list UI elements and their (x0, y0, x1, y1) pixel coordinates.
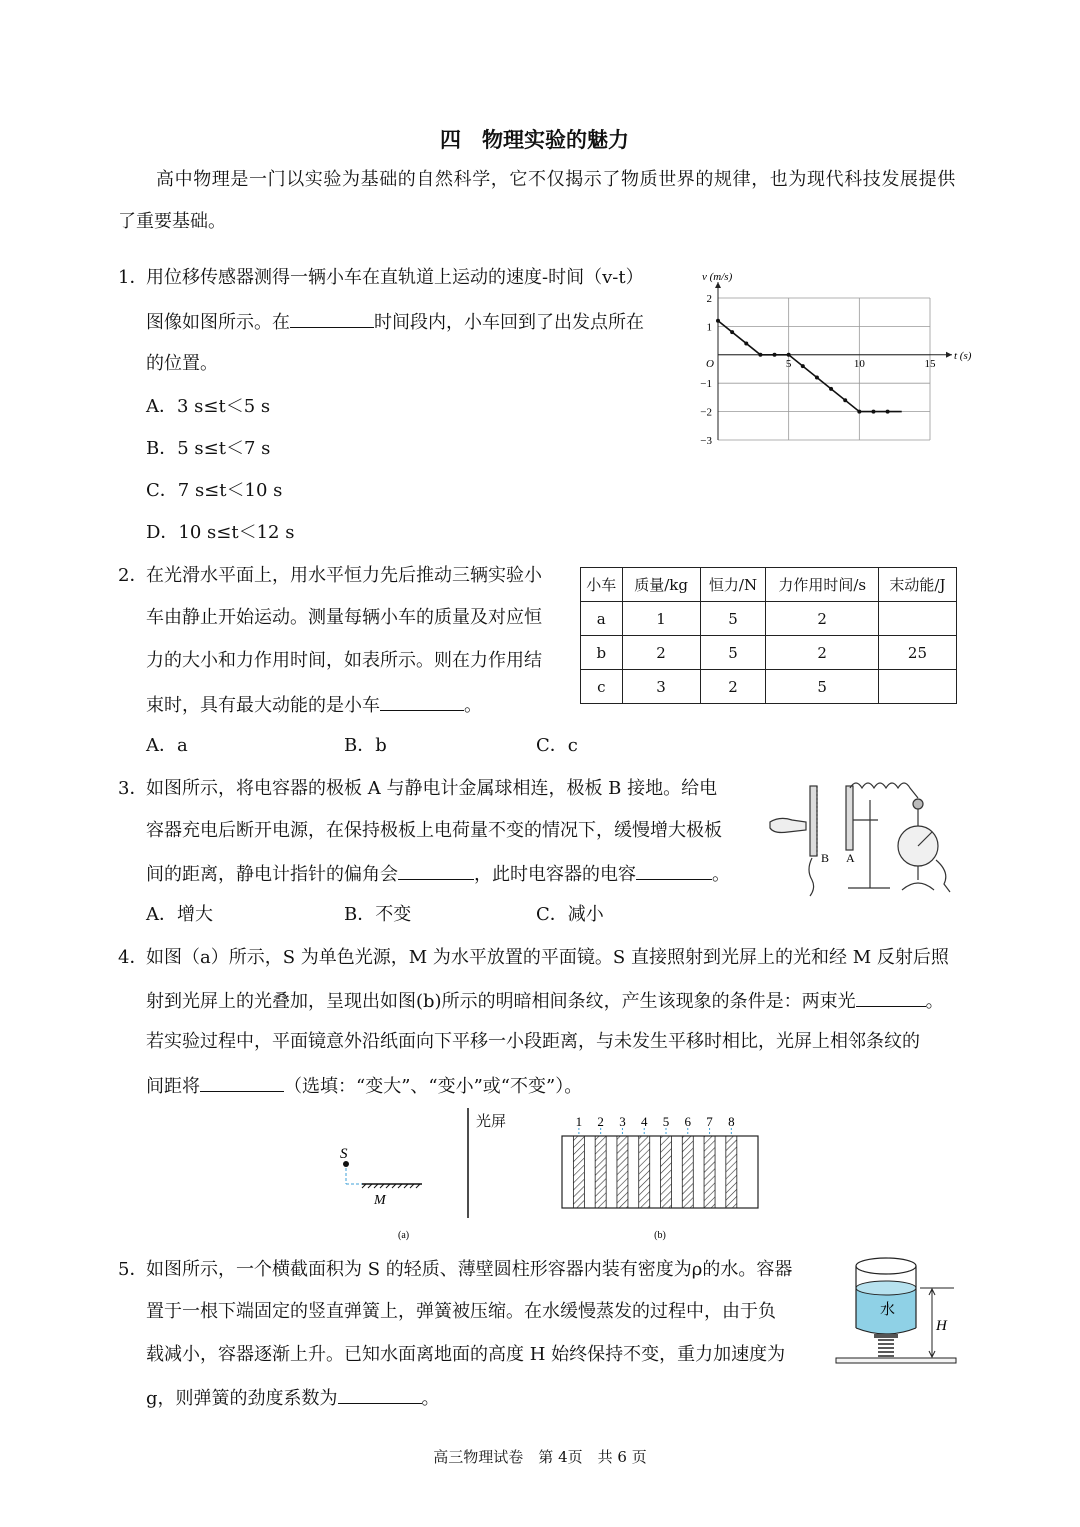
table-cell: 5 (700, 602, 766, 636)
section-title: 四 物理实验的魅力 (440, 128, 629, 152)
chart-x-label: t (s) (954, 349, 972, 362)
chart-data-point (886, 410, 890, 414)
page-footer: 高三物理试卷 第 4页 共 6 页 (433, 1448, 647, 1466)
q4-line-4b: （选填：“变大”、“变小”或“不变”）。 (284, 1076, 583, 1097)
q1-line-3: 的位置。 (146, 353, 218, 374)
q5-line-4b: 。 (421, 1388, 440, 1409)
fringe-bands (573, 1114, 736, 1208)
fringe-number: 1 (575, 1114, 583, 1129)
table-header-cell: 小车 (581, 568, 623, 602)
chart-data-point (871, 410, 875, 414)
plate-b (810, 786, 817, 856)
q2-option-c: C．c (536, 735, 578, 756)
label-s: S (340, 1146, 348, 1162)
q2-option-a: A．a (146, 735, 188, 756)
chart-x-tick: 10 (853, 357, 865, 370)
fringe-number: 5 (662, 1114, 670, 1129)
chart-y-label: v (m/s) (702, 271, 733, 283)
table-cell: 2 (766, 602, 878, 636)
chart-y-tick: 2 (706, 293, 712, 305)
q3-number: 3． (118, 778, 148, 799)
chart-x-tick: 5 (785, 357, 792, 370)
chart-data-point (815, 376, 819, 380)
capacitor-figure (766, 780, 966, 905)
table-cell: 3 (622, 670, 700, 704)
dark-fringe (661, 1136, 672, 1208)
hand-icon (770, 818, 806, 832)
vt-axes (700, 282, 952, 447)
q5-line-4 (146, 1385, 440, 1411)
q4-answer-blank-1[interactable] (856, 988, 926, 1007)
chart-data-point (843, 398, 847, 402)
q3-line-3a: 间的距离，静电计指针的偏角会 (146, 864, 398, 885)
q3-option-c: C．减小 (536, 904, 604, 925)
dark-fringe (726, 1136, 737, 1208)
chart-data-point (773, 353, 777, 357)
q4-line-3: 若实验过程中，平面镜意外沿纸面向下平移一小段距离，与未发生平移时相比，光屏上相邻条纹的 (146, 1031, 920, 1052)
table-cell: 5 (766, 670, 878, 704)
table-cell: 2 (766, 636, 878, 670)
vt-grid (718, 298, 930, 440)
x-axis-arrow-icon (946, 352, 952, 358)
vt-series (716, 319, 902, 414)
q5-line-2: 置于一根下端固定的竖直弹簧上，弹簧被压缩。在水缓慢蒸发的过程中，由于负 (146, 1301, 776, 1322)
fringe-number: 8 (728, 1114, 735, 1129)
q5-line-4a: g，则弹簧的劲度系数为 (146, 1388, 338, 1409)
q2-number: 2． (118, 565, 148, 586)
metal-ball (913, 799, 923, 809)
q2-line-4b: 。 (464, 695, 482, 716)
fringe-figure (556, 1108, 766, 1243)
table-cell: a (581, 602, 623, 636)
table-cell (878, 602, 956, 636)
chart-x-tick: 15 (924, 357, 936, 370)
table-row (581, 670, 957, 704)
q3-option-b: B．不变 (344, 904, 412, 925)
chart-y-tick: −1 (700, 378, 712, 391)
q4-number: 4． (118, 947, 148, 968)
q4-line-1: 如图（a）所示，S 为单色光源，M 为水平放置的平面镜。S 直接照射到光屏上的光和经 M 反射后照 (146, 947, 949, 968)
table-row (581, 636, 957, 670)
q3-answer-blank-1[interactable] (398, 861, 474, 880)
table-cell: b (581, 636, 623, 670)
q5-answer-blank[interactable] (338, 1385, 422, 1404)
dark-fringe (639, 1136, 650, 1208)
label-m: M (374, 1193, 386, 1208)
fringe-number: 7 (706, 1114, 713, 1129)
chart-data-point (758, 353, 762, 357)
fringe-number: 6 (684, 1114, 692, 1129)
intro-line-2: 了重要基础。 (118, 211, 226, 232)
q3-line-1: 如图所示，将电容器的极板 A 与静电计金属球相连，极板 B 接地。给电 (146, 778, 718, 799)
q5-number: 5． (118, 1259, 148, 1280)
vt-chart (690, 268, 980, 453)
q2-line-4 (146, 692, 482, 718)
fringe-number: 4 (640, 1114, 648, 1129)
intro-line-1: 高中物理是一门以实验为基础的自然科学，它不仅揭示了物质世界的规律，也为现代科技发展提供 (156, 169, 956, 190)
spring-container-figure (834, 1252, 974, 1370)
chart-origin-label: O (706, 357, 714, 370)
label-b: B (821, 851, 830, 865)
dark-fringe (573, 1136, 584, 1208)
q1-option-b: B．5 s≤t＜7 s (146, 438, 271, 459)
connecting-wire (850, 783, 918, 798)
table-cell: 25 (878, 636, 956, 670)
q4-answer-blank-2[interactable] (200, 1073, 284, 1092)
table-cell: 2 (700, 670, 766, 704)
table-cell: c (581, 670, 623, 704)
q3-line-3 (146, 861, 730, 887)
chart-data-point (730, 330, 734, 334)
table-header-cell: 末动能/J (878, 568, 956, 602)
q1-option-d: D．10 s≤t＜12 s (146, 522, 295, 543)
spring (878, 1340, 894, 1356)
q3-answer-blank-2[interactable] (636, 861, 712, 880)
q5-line-3: 载减小，容器逐渐上升。已知水面离地面的高度 H 始终保持不变，重力加速度为 (146, 1344, 786, 1365)
q4-line-4a: 间距将 (146, 1076, 200, 1097)
q2-answer-blank[interactable] (380, 692, 464, 711)
table-header-cell: 力作用时间/s (766, 568, 878, 602)
caption-b: (b) (654, 1230, 666, 1241)
dark-fringe (617, 1136, 628, 1208)
water-label: 水 (880, 1302, 896, 1318)
table-header-cell: 质量/kg (622, 568, 700, 602)
dark-fringe (704, 1136, 715, 1208)
q2-line-4a: 束时，具有最大动能的是小车 (146, 695, 380, 716)
q3-option-a: A．增大 (146, 904, 213, 925)
q1-line-2 (146, 309, 644, 335)
table-cell: 1 (622, 602, 700, 636)
q1-option-c: C．7 s≤t＜10 s (146, 480, 283, 501)
table-header-row (581, 568, 957, 602)
q4-line-4 (146, 1073, 582, 1099)
fringe-number: 3 (619, 1114, 626, 1129)
chart-y-tick: −2 (700, 406, 712, 419)
q1-option-a: A．3 s≤t＜5 s (146, 396, 271, 417)
fringe-number: 2 (597, 1114, 604, 1129)
chart-y-tick: 1 (706, 321, 712, 334)
dark-fringe (595, 1136, 606, 1208)
table-cell: 5 (700, 636, 766, 670)
q4-line-2 (146, 988, 944, 1014)
chart-data-point (801, 364, 805, 368)
q1-line-1: 用位移传感器测得一辆小车在直轨道上运动的速度-时间（v-t） (146, 267, 644, 288)
chart-y-tick: −3 (700, 435, 712, 447)
q2-line-1: 在光滑水平面上，用水平恒力先后推动三辆实验小 (146, 565, 542, 586)
table-header-cell: 恒力/N (700, 568, 766, 602)
chart-data-point (857, 410, 861, 414)
q2-option-b: B．b (344, 735, 387, 756)
q5-line-1: 如图所示，一个横截面积为 S 的轻质、薄壁圆柱形容器内装有密度为ρ的水。容器 (146, 1259, 793, 1280)
ground (836, 1358, 956, 1363)
q2-line-3: 力的大小和力作用时间，如表所示。则在力作用结 (146, 650, 542, 671)
chart-series-line (718, 321, 902, 412)
dark-fringe (682, 1136, 693, 1208)
q1-number: 1． (118, 267, 148, 288)
height-label: H (936, 1318, 947, 1334)
chart-data-point (829, 387, 833, 391)
screen-label: 光屏 (476, 1112, 507, 1130)
plate-a (846, 786, 853, 850)
q3-line-3c: 。 (712, 864, 730, 885)
q3-line-3b: ，此时电容器的电容 (474, 864, 636, 885)
chart-data-point (787, 353, 791, 357)
table-cell (878, 670, 956, 704)
chart-data-point (716, 319, 720, 323)
table-cell: 2 (622, 636, 700, 670)
q4-line-2a: 射到光屏上的光叠加，呈现出如图(b)所示的明暗相间条纹，产生该现象的条件是：两束光 (146, 991, 856, 1012)
chart-data-point (744, 341, 748, 345)
container (856, 1328, 916, 1334)
label-a: A (846, 851, 855, 865)
q1-line-2a: 图像如图所示。在 (146, 312, 290, 333)
q2-line-2: 车由静止开始运动。测量每辆小车的质量及对应恒 (146, 607, 542, 628)
table-row (581, 602, 957, 636)
q3-line-2: 容器充电后断开电源，在保持极板上电荷量不变的情况下，缓慢增大极板 (146, 820, 722, 841)
q2-table (580, 567, 957, 704)
q4-line-2b: 。 (925, 991, 944, 1012)
q1-answer-blank[interactable] (290, 309, 374, 328)
lloyd-mirror-figure (330, 1108, 480, 1243)
q1-line-2b: 时间段内，小车回到了出发点所在 (374, 312, 644, 333)
caption-a: (a) (398, 1230, 410, 1241)
